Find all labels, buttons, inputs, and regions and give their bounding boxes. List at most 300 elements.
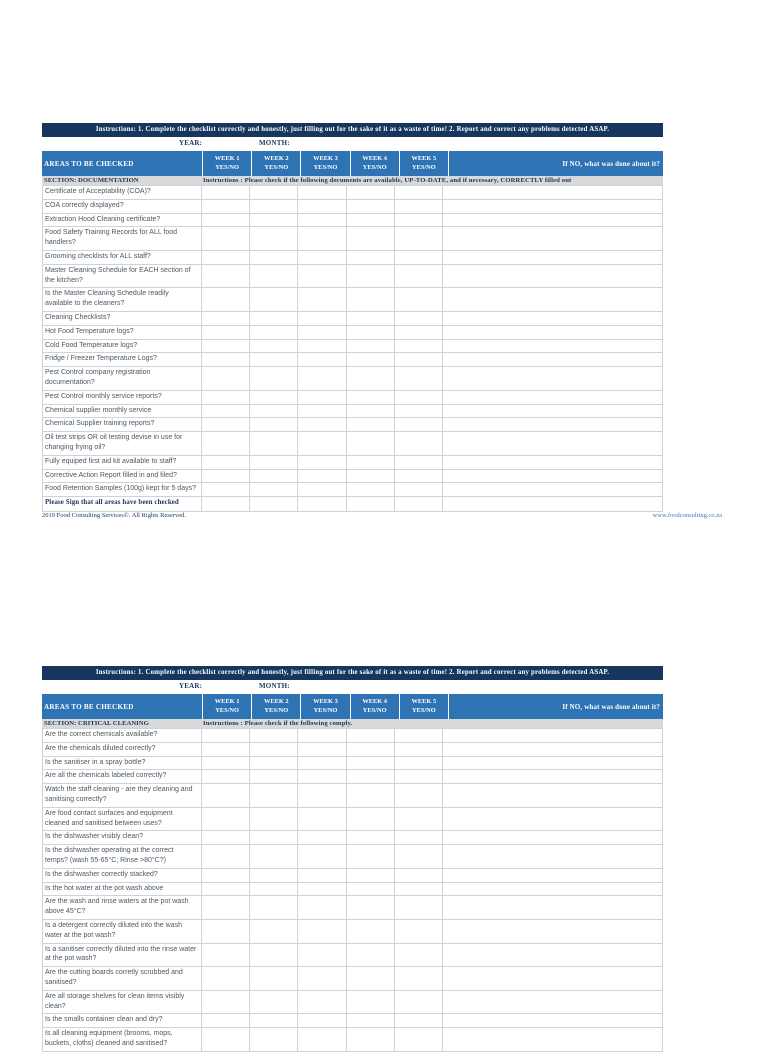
footer-website-link[interactable]: www.foodconsulting.co.za	[652, 512, 722, 519]
row-label: Pest Control monthly service reports?	[42, 391, 202, 405]
week-5-header	[400, 694, 448, 719]
checklist-row	[42, 967, 663, 991]
ifno-cell	[443, 288, 663, 312]
checklist-row	[42, 251, 663, 265]
week-2-cell	[250, 808, 298, 832]
week-1-cell	[202, 353, 250, 367]
week-3-cell	[298, 944, 346, 968]
year-month-row	[42, 680, 663, 694]
row-label: Are the chemicals diluted correctly?	[42, 743, 202, 757]
checklist-row	[42, 456, 663, 470]
checklist-row	[42, 991, 663, 1015]
checklist-row	[42, 326, 663, 340]
week-4-cell	[347, 808, 395, 832]
week-2-cell	[250, 869, 298, 883]
checklist-row	[42, 227, 663, 251]
week-4-header	[351, 694, 399, 719]
week-3-cell	[298, 326, 346, 340]
ifno-cell	[443, 340, 663, 354]
week-3-cell	[298, 1028, 346, 1052]
week-2-header	[252, 694, 300, 719]
week-5-cell	[395, 353, 443, 367]
week-1-cell	[202, 288, 250, 312]
section-title-row	[42, 719, 663, 728]
ifno-cell	[443, 831, 663, 845]
week-5-cell	[395, 265, 443, 289]
ifno-cell	[443, 920, 663, 944]
week-4-cell	[347, 483, 395, 497]
row-label: Cold Food Temperature logs?	[42, 340, 202, 354]
checklist-row	[42, 340, 663, 354]
week-1-cell	[202, 967, 250, 991]
week-1-cell	[202, 312, 250, 326]
ifno-cell	[443, 200, 663, 214]
row-label: Chemical Supplier training reports?	[42, 418, 202, 432]
week-2-cell	[250, 265, 298, 289]
checklist-row	[42, 869, 663, 883]
ifno-cell	[443, 967, 663, 991]
week-1-header	[203, 694, 251, 719]
ifno-cell	[443, 808, 663, 832]
week-5-cell	[395, 845, 443, 869]
checklist-row	[42, 920, 663, 944]
ifno-cell	[443, 391, 663, 405]
week-2-cell	[250, 353, 298, 367]
week-5-cell	[395, 456, 443, 470]
page-footer	[42, 512, 722, 522]
week-2-cell	[250, 1014, 298, 1028]
week-3-cell	[298, 353, 346, 367]
week-3-header	[301, 694, 349, 719]
week-4-cell	[347, 186, 395, 200]
week-4-cell	[347, 432, 395, 456]
row-label: Are all the chemicals labeled correctly?	[42, 770, 202, 784]
row-label: Is the dishwasher correctly stacked?	[42, 869, 202, 883]
week-1-cell	[202, 497, 250, 512]
week-2-cell	[250, 770, 298, 784]
checklist-row	[42, 288, 663, 312]
week-5-cell	[395, 405, 443, 419]
checklist-rows	[42, 185, 663, 512]
year-month-row	[42, 137, 663, 151]
ifno-cell	[443, 405, 663, 419]
week-4-cell	[347, 869, 395, 883]
row-label: Master Cleaning Schedule for EACH section of the kitchen?	[42, 265, 202, 289]
row-label: Corrective Action Report filled in and filed?	[42, 470, 202, 484]
ifno-cell	[443, 470, 663, 484]
week-1-cell	[202, 920, 250, 944]
row-label: Fridge / Freezer Temperature Logs?	[42, 353, 202, 367]
week-5-cell	[395, 883, 443, 897]
ifno-cell	[443, 883, 663, 897]
yesno-label: YES/NO	[313, 706, 338, 714]
week-2-cell	[250, 743, 298, 757]
week-4-cell	[347, 405, 395, 419]
week-5-cell	[395, 288, 443, 312]
week-4-cell	[347, 1014, 395, 1028]
checklist-row	[42, 265, 663, 289]
week-1-cell	[202, 784, 250, 808]
week-3-cell	[298, 896, 346, 920]
week-5-cell	[395, 967, 443, 991]
week-4-cell	[347, 896, 395, 920]
week-3-cell	[298, 340, 346, 354]
checklist-row	[42, 432, 663, 456]
week-4-header	[351, 151, 399, 176]
row-label: Are the wash and rinse waters at the pot wash above 45°C?	[42, 896, 202, 920]
week-3-cell	[298, 186, 346, 200]
week-4-cell	[347, 288, 395, 312]
row-label: Is a detergent correctly diluted into the wash water at the pot wash?	[42, 920, 202, 944]
section-title-row	[42, 176, 663, 185]
checklist-row	[42, 405, 663, 419]
week-5-cell	[395, 770, 443, 784]
week-1-cell	[202, 367, 250, 391]
week-3-cell	[298, 391, 346, 405]
week-1-cell	[202, 214, 250, 228]
checklist-row	[42, 470, 663, 484]
week-5-cell	[395, 483, 443, 497]
yesno-label: YES/NO	[264, 706, 289, 714]
week-5-cell	[395, 1014, 443, 1028]
row-label: Extraction Hood Cleaning certificate?	[42, 214, 202, 228]
ifno-cell	[443, 869, 663, 883]
ifno-cell	[443, 483, 663, 497]
week-2-cell	[250, 729, 298, 743]
checklist-row	[42, 944, 663, 968]
ifno-cell	[443, 845, 663, 869]
row-label: Is the smalls container clean and dry?	[42, 1014, 202, 1028]
week-label: WEEK 1	[214, 155, 240, 162]
week-4-cell	[347, 265, 395, 289]
week-5-cell	[395, 944, 443, 968]
row-label: Are all storage shelves for clean items visibly clean?	[42, 991, 202, 1015]
ifno-cell	[443, 770, 663, 784]
row-label: Is the Master Cleaning Schedule readily available to the cleaners?	[42, 288, 202, 312]
yesno-label: YES/NO	[264, 163, 289, 171]
week-1-cell	[202, 326, 250, 340]
week-1-cell	[202, 470, 250, 484]
if-no-header: If NO, what was done about it?	[449, 694, 663, 719]
week-2-cell	[250, 288, 298, 312]
week-1-cell	[202, 227, 250, 251]
ifno-cell	[443, 418, 663, 432]
ifno-cell	[443, 353, 663, 367]
week-4-cell	[347, 391, 395, 405]
week-4-cell	[347, 920, 395, 944]
week-2-cell	[250, 251, 298, 265]
row-label: Food Retention Samples (100g) kept for 5 days?	[42, 483, 202, 497]
week-5-cell	[395, 757, 443, 771]
week-5-cell	[395, 470, 443, 484]
week-5-cell	[395, 1028, 443, 1052]
ifno-cell	[443, 265, 663, 289]
week-2-cell	[250, 470, 298, 484]
ifno-cell	[443, 991, 663, 1015]
week-4-cell	[347, 353, 395, 367]
ifno-cell	[443, 944, 663, 968]
week-1-cell	[202, 883, 250, 897]
ifno-cell	[443, 497, 663, 512]
week-2-cell	[250, 896, 298, 920]
week-3-cell	[298, 869, 346, 883]
areas-to-be-checked-header: AREAS TO BE CHECKED	[42, 694, 202, 719]
week-1-cell	[202, 831, 250, 845]
week-2-cell	[250, 186, 298, 200]
week-3-cell	[298, 497, 346, 512]
week-3-cell	[298, 845, 346, 869]
week-4-cell	[347, 944, 395, 968]
week-2-cell	[250, 967, 298, 991]
week-5-cell	[395, 896, 443, 920]
week-5-cell	[395, 497, 443, 512]
ifno-cell	[443, 214, 663, 228]
week-4-cell	[347, 367, 395, 391]
checklist-section-critical-cleaning	[42, 666, 663, 1052]
week-3-header	[301, 151, 349, 176]
week-4-cell	[347, 757, 395, 771]
week-3-cell	[298, 770, 346, 784]
week-3-cell	[298, 251, 346, 265]
checklist-row	[42, 186, 663, 200]
year-label: YEAR:	[179, 139, 203, 147]
ifno-cell	[443, 251, 663, 265]
week-1-cell	[202, 845, 250, 869]
week-1-header	[203, 151, 251, 176]
week-2-cell	[250, 340, 298, 354]
week-1-cell	[202, 991, 250, 1015]
checklist-row	[42, 729, 663, 743]
week-4-cell	[347, 1028, 395, 1052]
week-1-cell	[202, 896, 250, 920]
checklist-row	[42, 483, 663, 497]
week-5-cell	[395, 808, 443, 832]
week-3-cell	[298, 991, 346, 1015]
week-4-cell	[347, 883, 395, 897]
week-3-cell	[298, 743, 346, 757]
instructions-banner: Instructions: 1. Complete the checklist correctly and honestly, just filling out for the sake of it as a waste of time! 2. Report and correct any problems detected ASAP.	[42, 666, 663, 680]
week-1-cell	[202, 418, 250, 432]
ifno-cell	[443, 367, 663, 391]
week-5-cell	[395, 312, 443, 326]
week-1-cell	[202, 1014, 250, 1028]
week-4-cell	[347, 497, 395, 512]
week-3-cell	[298, 1014, 346, 1028]
week-label: WEEK 3	[313, 698, 338, 705]
week-1-cell	[202, 1028, 250, 1052]
week-1-cell	[202, 340, 250, 354]
row-label: Is the dishwasher operating at the correct temps? (wash 55-65°C; Rinse >80°C?)	[42, 845, 202, 869]
ifno-cell	[443, 186, 663, 200]
week-1-cell	[202, 456, 250, 470]
week-5-cell	[395, 251, 443, 265]
ifno-cell	[443, 312, 663, 326]
week-1-cell	[202, 729, 250, 743]
week-3-cell	[298, 456, 346, 470]
week-3-cell	[298, 784, 346, 808]
week-2-cell	[250, 432, 298, 456]
week-3-cell	[298, 405, 346, 419]
section-instructions: Instructions : Please check if the following documents are available, UP-TO-DATE, and if necessary, CORRECTLY filled out	[203, 177, 572, 184]
row-label: Watch the staff cleaning - are they cleaning and sanitising correctly?	[42, 784, 202, 808]
checklist-row	[42, 312, 663, 326]
week-2-cell	[250, 991, 298, 1015]
week-4-cell	[347, 784, 395, 808]
week-4-cell	[347, 831, 395, 845]
ifno-cell	[443, 456, 663, 470]
week-label: WEEK 2	[263, 155, 289, 162]
ifno-cell	[443, 784, 663, 808]
ifno-cell	[443, 432, 663, 456]
week-3-cell	[298, 920, 346, 944]
week-2-cell	[250, 920, 298, 944]
week-5-header	[400, 151, 448, 176]
checklist-row	[42, 743, 663, 757]
week-label: WEEK 5	[411, 698, 437, 705]
week-4-cell	[347, 967, 395, 991]
week-3-cell	[298, 470, 346, 484]
row-label: Are the correct chemicals available?	[42, 729, 202, 743]
week-3-cell	[298, 418, 346, 432]
week-2-cell	[250, 944, 298, 968]
week-3-cell	[298, 483, 346, 497]
week-1-cell	[202, 265, 250, 289]
week-4-cell	[347, 312, 395, 326]
checklist-row	[42, 896, 663, 920]
week-3-cell	[298, 883, 346, 897]
week-3-cell	[298, 288, 346, 312]
year-label: YEAR:	[179, 682, 203, 690]
week-3-cell	[298, 432, 346, 456]
week-1-cell	[202, 757, 250, 771]
week-2-header	[252, 151, 300, 176]
week-4-cell	[347, 743, 395, 757]
month-label: MONTH:	[259, 139, 290, 147]
week-1-cell	[202, 944, 250, 968]
row-label: Food Safety Training Records for ALL food handlers?	[42, 227, 202, 251]
ifno-cell	[443, 729, 663, 743]
checklist-row	[42, 1014, 663, 1028]
checklist-row	[42, 831, 663, 845]
month-label: MONTH:	[259, 682, 290, 690]
week-4-cell	[347, 418, 395, 432]
yesno-label: YES/NO	[362, 706, 387, 714]
week-1-cell	[202, 808, 250, 832]
checklist-row	[42, 845, 663, 869]
checklist-row	[42, 1028, 663, 1052]
week-4-cell	[347, 991, 395, 1015]
yesno-label: YES/NO	[362, 163, 387, 171]
week-1-cell	[202, 251, 250, 265]
week-label: WEEK 4	[362, 155, 387, 162]
checklist-row	[42, 367, 663, 391]
week-2-cell	[250, 367, 298, 391]
checklist-row	[42, 391, 663, 405]
week-1-cell	[202, 770, 250, 784]
week-3-cell	[298, 367, 346, 391]
row-label: Oil test strips OR oil testing devise in use for changing frying oil?	[42, 432, 202, 456]
yesno-label: YES/NO	[215, 163, 239, 171]
week-3-cell	[298, 831, 346, 845]
checklist-row	[42, 883, 663, 897]
row-label: Is all cleaning equipment (brooms, mops, buckets, cloths) cleaned and sanitised?	[42, 1028, 202, 1052]
week-label: WEEK 4	[362, 698, 387, 705]
row-label: Is the dishwasher visibly clean?	[42, 831, 202, 845]
week-1-cell	[202, 483, 250, 497]
row-label: Are food contact surfaces and equipment cleaned and sanitised between uses?	[42, 808, 202, 832]
week-2-cell	[250, 757, 298, 771]
week-1-cell	[202, 186, 250, 200]
checklist-row	[42, 353, 663, 367]
row-label: COA correctly displayed?	[42, 200, 202, 214]
row-label: Is the hot water at the pot wash above	[42, 883, 202, 897]
week-5-cell	[395, 831, 443, 845]
week-5-cell	[395, 418, 443, 432]
table-header-row	[42, 151, 663, 176]
week-5-cell	[395, 227, 443, 251]
week-2-cell	[250, 312, 298, 326]
checklist-row	[42, 200, 663, 214]
week-2-cell	[250, 227, 298, 251]
table-header-row	[42, 694, 663, 719]
week-4-cell	[347, 340, 395, 354]
yesno-label: YES/NO	[313, 163, 338, 171]
week-4-cell	[347, 770, 395, 784]
week-2-cell	[250, 214, 298, 228]
week-4-cell	[347, 729, 395, 743]
week-3-cell	[298, 214, 346, 228]
row-label: Cleaning Checklists?	[42, 312, 202, 326]
row-label: Is a sanitiser correctly diluted into the rinse water at the pot wash?	[42, 944, 202, 968]
week-1-cell	[202, 869, 250, 883]
ifno-cell	[443, 326, 663, 340]
week-3-cell	[298, 729, 346, 743]
week-4-cell	[347, 470, 395, 484]
week-5-cell	[395, 340, 443, 354]
week-2-cell	[250, 391, 298, 405]
week-5-cell	[395, 432, 443, 456]
week-4-cell	[347, 200, 395, 214]
row-label: Certificate of Acceptability (COA)?	[42, 186, 202, 200]
week-2-cell	[250, 456, 298, 470]
week-5-cell	[395, 784, 443, 808]
row-label: Fully equiped first aid kit available to staff?	[42, 456, 202, 470]
checklist-row	[42, 757, 663, 771]
week-3-cell	[298, 757, 346, 771]
week-1-cell	[202, 743, 250, 757]
row-label: Pest Control company registration documentation?	[42, 367, 202, 391]
week-5-cell	[395, 991, 443, 1015]
yesno-label: YES/NO	[215, 706, 239, 714]
week-3-cell	[298, 200, 346, 214]
yesno-label: YES/NO	[411, 163, 436, 171]
week-5-cell	[395, 367, 443, 391]
week-5-cell	[395, 186, 443, 200]
week-3-cell	[298, 312, 346, 326]
row-label: Is the sanitiser in a spray bottle?	[42, 757, 202, 771]
week-5-cell	[395, 920, 443, 944]
ifno-cell	[443, 227, 663, 251]
week-3-cell	[298, 227, 346, 251]
week-2-cell	[250, 497, 298, 512]
ifno-cell	[443, 896, 663, 920]
week-4-cell	[347, 326, 395, 340]
week-label: WEEK 3	[313, 155, 338, 162]
checklist-row	[42, 214, 663, 228]
footer-copyright: 2019 Food Consulting Services©. All Rights Reserved.	[42, 512, 186, 519]
ifno-cell	[443, 743, 663, 757]
week-label: WEEK 5	[411, 155, 437, 162]
